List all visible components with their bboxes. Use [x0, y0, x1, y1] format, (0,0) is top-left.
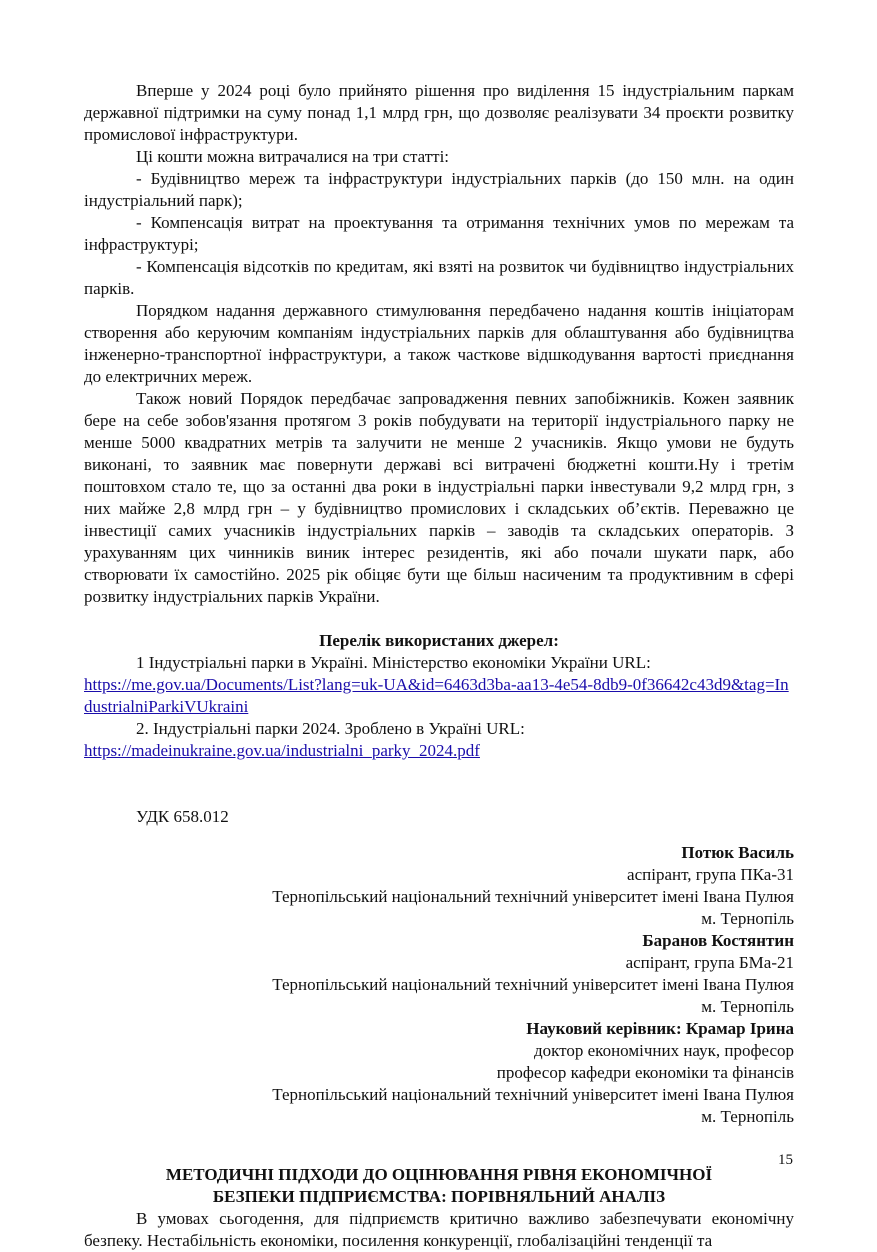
source-1-text: 1 Індустріальні парки в Україні. Міністерство економіки України URL: [136, 653, 651, 672]
author-2-name: Баранов Костянтин [642, 931, 794, 950]
author-2-role: аспірант, група БМа-21 [625, 953, 794, 972]
paragraph-2: Ці кошти можна витрачалися на три статті: [136, 147, 450, 166]
paragraph-4: Також новий Порядок передбачає запровадження певних запобіжників. Кожен заявник бере на себе зобов'язання протягом 3 років побудувати на території індустріального парку не менше 5000 квадратних метрів та залучити не менше 2 учасників. Якщо умови не будуть виконані, то заявник має повернути державі всі витрачені бюджетні кошти.Ну і третім поштовхом стало те, що за останні два роки в індустріальні парки інвестували 9,2 млрд грн, з них майже 2,8 млрд грн – у будівництво промислових і складських об’єктів. Переважно це інвестиції самих учасників індустріальних парків – заводів та складських операторів. З урахуванням цих чинників виник інтерес резидентів, які або почали шукати парк, або створювати їх самостійно. 2025 рік обіцяє бути ще більш насиченим та продуктивним в сфері розвитку індустріальних парків України. [84, 389, 794, 606]
article-intro: В умовах сьогодення, для підприємств критично важливо забезпечувати економічну безпеку. Нестабільність економіки, посилення конкуренції, глобалізаційні тенденції та [84, 1209, 794, 1250]
list-item-2: - Компенсація витрат на проектування та отримання технічних умов по мережам та інфраструктурі; [84, 213, 794, 254]
document-page [84, 80, 794, 1252]
author-1-org: Тернопільський національний технічний університет імені Івана Пулюя [272, 887, 794, 906]
page-number: 15 [778, 1152, 793, 1168]
source-item-1 [84, 652, 794, 718]
source-2-text: 2. Індустріальні парки 2024. Зроблено в Україні URL: [136, 719, 525, 738]
article-title-line-1: МЕТОДИЧНІ ПІДХОДИ ДО ОЦІНЮВАННЯ РІВНЯ ЕКОНОМІЧНОЇ [165, 1165, 713, 1184]
list-item-3: - Компенсація відсотків по кредитам, які взяті на розвиток чи будівництво індустріальних парків. [84, 257, 794, 298]
author-block-2 [84, 930, 794, 1018]
author-1-role: аспірант, група ПКа-31 [627, 865, 794, 884]
supervisor-org: Тернопільський національний технічний університет імені Івана Пулюя [272, 1085, 794, 1104]
paragraph-1: Вперше у 2024 році було прийнято рішення про виділення 15 індустріальним паркам державної підтримки на суму понад 1,1 млрд грн, що дозволяє реалізувати 34 проєкти розвитку промислової інфраструктури. [84, 81, 794, 144]
supervisor-block [84, 1018, 794, 1128]
source-2-link[interactable]: https://madeinukraine.gov.ua/industrialni_parky_2024.pdf [84, 741, 480, 760]
source-1-link[interactable]: https://me.gov.ua/Documents/List?lang=uk-UA&id=6463d3ba-aa13-4e54-8db9-0f36642c43d9&tag=IndustrialniParkiVUkraini [84, 675, 789, 716]
author-2-city: м. Тернопіль [701, 997, 794, 1016]
supervisor-city: м. Тернопіль [701, 1107, 794, 1126]
sources-heading: Перелік використаних джерел: [319, 631, 559, 650]
udk-code: УДК 658.012 [136, 807, 229, 826]
list-item-1: - Будівництво мереж та інфраструктури індустріальних парків (до 150 млн. на один індустріальний парк); [84, 169, 794, 210]
supervisor-degree: доктор економічних наук, професор [534, 1041, 794, 1060]
author-2-org: Тернопільський національний технічний університет імені Івана Пулюя [272, 975, 794, 994]
paragraph-3: Порядком надання державного стимулювання передбачено надання коштів ініціаторам створення або керуючим компаніям індустріальних парків для облаштування або будівництва інженерно-транспортної інфраструктури, а також часткове відшкодування вартості приєднання до електричних мереж. [84, 301, 794, 386]
author-1-city: м. Тернопіль [701, 909, 794, 928]
author-block-1 [84, 842, 794, 930]
supervisor-name: Науковий керівник: Крамар Ірина [526, 1019, 794, 1038]
article-title-line-2: БЕЗПЕКИ ПІДПРИЄМСТВА: ПОРІВНЯЛЬНИЙ АНАЛІЗ [212, 1187, 666, 1206]
supervisor-position: професор кафедри економіки та фінансів [496, 1063, 794, 1082]
source-item-2 [84, 718, 794, 762]
author-1-name: Потюк Василь [681, 843, 794, 862]
